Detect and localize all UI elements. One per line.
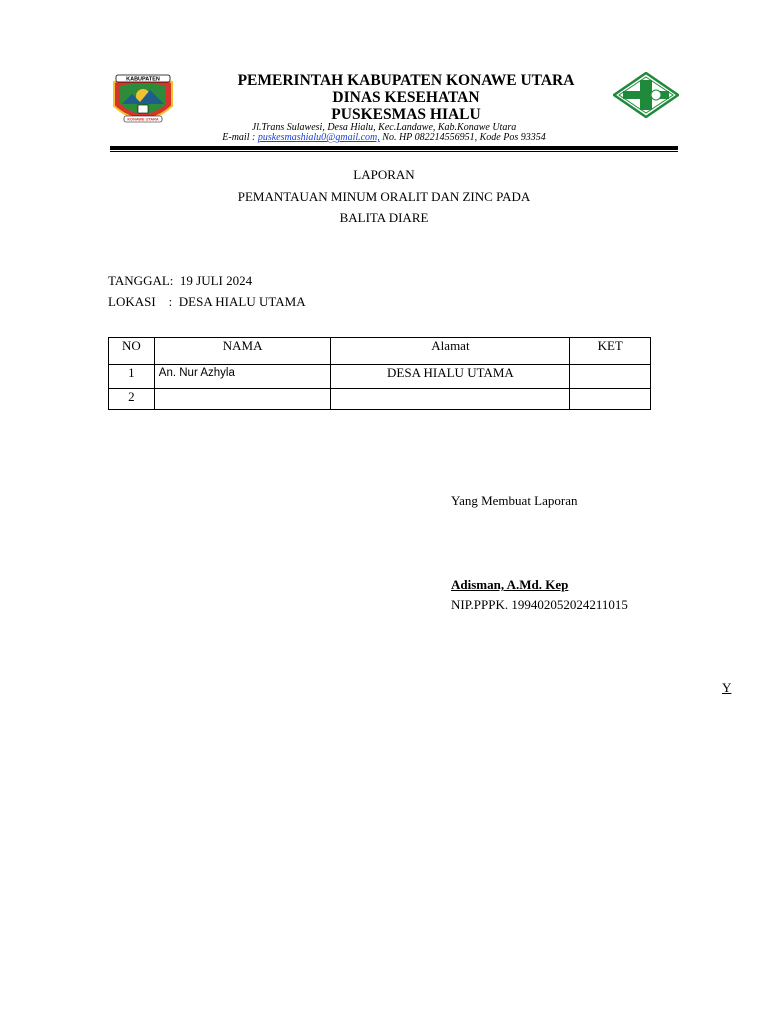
puskesmas-logo xyxy=(613,72,679,118)
letterhead-divider-thin xyxy=(110,151,678,152)
header-government: PEMERINTAH KABUPATEN KONAWE UTARA xyxy=(237,72,575,89)
email-prefix: E-mail : xyxy=(222,132,258,143)
header-ket: KET xyxy=(570,338,651,365)
cell-no: 1 xyxy=(109,365,155,389)
header-address: Jl.Trans Sulawesi, Desa Hialu, Kec.Landawe, Kab.Konawe Utara xyxy=(251,122,517,133)
location-separator: : xyxy=(168,294,173,309)
header-nama: NAMA xyxy=(154,338,331,365)
report-subtitle-2: BALITA DIARE xyxy=(339,210,429,225)
location-value: DESA HIALU UTAMA xyxy=(178,294,306,309)
emblem-top-text: KABUPATEN xyxy=(126,76,160,83)
date-value: 19 JULI 2024 xyxy=(179,273,253,288)
emblem-bottom-text: KONAWE UTARA xyxy=(127,117,159,122)
patient-table xyxy=(108,337,651,410)
corner-mark: Y xyxy=(722,680,732,695)
table-header-row xyxy=(109,338,651,365)
date-line xyxy=(108,273,252,289)
cell-alamat: DESA HIALU UTAMA xyxy=(331,365,570,389)
signature-label: Yang Membuat Laporan xyxy=(451,493,578,508)
report-title: LAPORAN xyxy=(353,167,415,182)
cell-alamat xyxy=(331,389,570,410)
cell-no: 2 xyxy=(109,389,155,410)
cell-nama: An. Nur Azhyla xyxy=(154,365,331,389)
report-subtitle-1: PEMANTAUAN MINUM ORALIT DAN ZINC PADA xyxy=(237,189,531,204)
email-link[interactable]: puskesmashialu0@gmail.com, xyxy=(257,132,380,143)
contact-suffix: No. HP 082214556951, Kode Pos 93354 xyxy=(379,132,546,143)
cell-ket xyxy=(570,365,651,389)
signatory-name: Adisman, A.Md. Kep xyxy=(451,577,569,592)
location-label: LOKASI xyxy=(108,294,156,309)
header-no: NO xyxy=(109,338,155,365)
location-line xyxy=(108,294,306,310)
cell-nama xyxy=(154,389,331,410)
signatory-nip: NIP.PPPK. 199402052024211015 xyxy=(451,597,628,612)
date-label: TANGGAL: xyxy=(108,273,174,288)
header-contact xyxy=(150,132,618,143)
table-row xyxy=(109,365,651,389)
table-row xyxy=(109,389,651,410)
header-department: DINAS KESEHATAN xyxy=(332,89,480,106)
cell-ket xyxy=(570,389,651,410)
header-alamat: Alamat xyxy=(331,338,570,365)
letterhead-divider-thick xyxy=(110,146,678,150)
kabupaten-emblem-logo xyxy=(110,72,176,128)
header-institution: PUSKESMAS HIALU xyxy=(331,106,481,123)
